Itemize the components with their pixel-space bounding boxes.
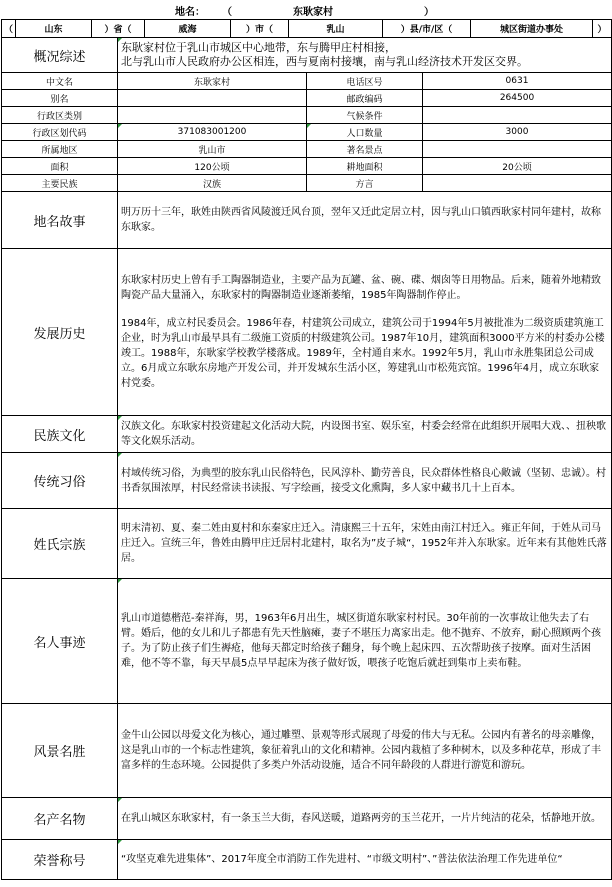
surname-text: 明末清初、夏、秦二姓由夏村和东秦家庄迁入。清康熙三十五年，宋姓由南江村迁入。雍正年间，于姓从司马庄迁入。宣统三年，鲁姓由腾甲庄迁居村北建村，取名为”皮子城“，1952年并入东耿家。近年来有其他姓氏落居。 (118, 509, 612, 579)
info-row (2, 124, 612, 141)
place-close-bracket: ） (424, 7, 434, 18)
surname-row (2, 509, 612, 579)
celebrity-label: 名人事迹 (2, 579, 118, 704)
farmland-value: 20公顷 (423, 158, 612, 175)
info-row (2, 90, 612, 107)
overview-label: 概况综述 (2, 38, 118, 73)
info-row (2, 175, 612, 192)
ethnic-culture-label: 民族文化 (2, 416, 118, 453)
info-row (2, 158, 612, 175)
postal-code-value: 264500 (423, 90, 612, 107)
climate-label: 气候条件 (307, 107, 423, 124)
admin-type-label: 行政区类别 (2, 107, 118, 124)
scenery-label: 风景名胜 (2, 704, 118, 798)
honors-label: 荣誉称号 (2, 840, 118, 880)
province-value: 山东 (16, 20, 92, 38)
attractions-label: 著名景点 (307, 141, 423, 158)
info-row (2, 141, 612, 158)
alias-value (118, 90, 307, 107)
chinese-name-value: 东耿家村 (118, 73, 307, 90)
overview-line-1: 东耿家村位于乳山市城区中心地带，东与腾甲庄村相接， (121, 41, 396, 54)
village-info-table (1, 37, 612, 880)
population-label: 人口数量 (307, 124, 423, 141)
region-label: 所属地区 (2, 141, 118, 158)
province-suffix: ）省（ (92, 20, 145, 38)
customs-label: 传统习俗 (2, 453, 118, 509)
county-value: 乳山 (289, 20, 383, 38)
history-paragraph-1: 东耿家村历史上曾有手工陶器制造业，主要产品为瓦罐、盆、碗、碟、烟囱等日用物品。后来，随着外地精致陶瓷产品大量涌入，东耿家村的陶器制造业逐渐萎缩，1985年陶器制作停止。 (121, 275, 601, 301)
region-close: ） (593, 20, 612, 38)
products-label: 名产名物 (2, 798, 118, 840)
farmland-label: 耕地面积 (307, 158, 423, 175)
postal-code-label: 邮政编码 (307, 90, 423, 107)
place-open-bracket: （ (222, 7, 232, 18)
celebrity-text: 乳山市道德楷范-秦祥海，男，1963年6月出生，城区街道东耿家村村民。30年前的一次事故让他失去了右臂。婚后，他的女儿和儿子都患有先天性脑瘫，妻子不堪压力离家出走。他不抛弃、不放弃，耐心照顾两个孩子。为了防止孩子们生褥疮，他每天都定时给孩子翻身，每个晚上起床四、五次帮助孩子按摩。面对生活困难，他不等不靠，每天早晨5点早早起床为孩子做好饭，喂孩子吃饱后就赶到集市上卖布鞋。 (118, 579, 612, 704)
admin-type-value (118, 107, 307, 124)
place-label: 地名： (175, 7, 205, 18)
alias-label: 别名 (2, 90, 118, 107)
city-value: 威海 (145, 20, 231, 38)
products-text: 在乳山城区东耿家村，有一条玉兰大街，春风送暖，道路两旁的玉兰花开，一片片纯洁的花朵，恬静地开放。 (118, 798, 612, 840)
overview-row (2, 38, 612, 73)
region-open: （ (2, 20, 16, 38)
ethnic-value: 汉族 (118, 175, 307, 192)
surname-label: 姓氏宗族 (2, 509, 118, 579)
subdistrict-value: 城区街道办事处 (471, 20, 593, 38)
city-suffix: ）市（ (231, 20, 289, 38)
name-story-row (2, 192, 612, 249)
phone-code-value: 0631 (423, 73, 612, 90)
climate-value (423, 107, 612, 124)
history-label: 发展历史 (2, 249, 118, 416)
admin-code-label: 行政区划代码 (2, 124, 118, 141)
area-value: 120公顷 (118, 158, 307, 175)
ethnic-culture-text: 汉族文化。东耿家村投资建起文化活动大院，内设图书室、娱乐室，村委会经常在此组织开展唱大戏、、扭秧歌等文化娱乐活动。 (118, 416, 612, 453)
place-name: 东耿家村 (293, 7, 333, 18)
population-value: 3000 (423, 124, 612, 141)
overview-line-2: 北与乳山市人民政府办公区相连，西与夏南村接壤，南与乳山经济技术开发区交界。 (121, 55, 528, 68)
celebrity-row (2, 579, 612, 704)
info-row (2, 107, 612, 124)
customs-text: 村域传统习俗，为典型的胶东乳山民俗特色，民风淳朴、勤劳善良，民众群体性格良心敞诚（坚韧、忠诚）。村书香氛围浓厚，村民经常读书读报、写字绘画，接受文化熏陶，多人家中藏书几十上百本。 (118, 453, 612, 509)
ethnic-culture-row (2, 416, 612, 453)
name-story-label: 地名故事 (2, 192, 118, 249)
region-value: 乳山市 (118, 141, 307, 158)
ethnic-label: 主要民族 (2, 175, 118, 192)
region-row (1, 19, 612, 38)
honors-text: “攻坚克难先进集体”、2017年度全市消防工作先进村、“市级文明村”、”普法依法治理工作先进单位“ (118, 840, 612, 880)
dialect-label: 方言 (307, 175, 423, 192)
chinese-name-label: 中文名 (2, 73, 118, 90)
admin-code-value: 371083001200 (118, 124, 307, 141)
scenery-text: 金牛山公园以母爱文化为核心，通过雕塑、景观等形式展现了母爱的伟大与无私。公园内有著名的母亲雕像，这是乳山市的一个标志性建筑，象征着乳山的文化和精神。公园内栽植了多种树木，以及多种花草，形成了丰富多样的生态环境。公园提供了多类户外活动设施，适合不同年龄段的人群进行游览和游玩。 (118, 704, 612, 798)
history-text (118, 249, 612, 416)
county-suffix: ）县/市/区（ (383, 20, 471, 38)
attractions-value (423, 141, 612, 158)
overview-text (118, 38, 612, 73)
phone-code-label: 电话区号 (307, 73, 423, 90)
honors-row (2, 840, 612, 880)
products-row (2, 798, 612, 840)
history-paragraph-2: 1984年，成立村民委员会。1986年春，村建筑公司成立，建筑公司于1994年5月被批准为二级资质建筑施工企业，时为乳山市最早具有二级施工资质的村级建筑公司。1987年10月，建筑面积3000平方米的村委办公楼竣工。1988年，东耿家学校教学楼落成。1989年，全村通自来水。1992年5月，乳山市永胜集团总公司成立。6月成立东耿东房地产开发公司，并开发城东生活小区，筹建乳山市松苑宾馆。1996年4月，成立东耿家村党委。 (121, 318, 605, 389)
dialect-value (423, 175, 612, 192)
place-title (0, 0, 612, 19)
history-row (2, 249, 612, 416)
area-label: 面积 (2, 158, 118, 175)
customs-row (2, 453, 612, 509)
scenery-row (2, 704, 612, 798)
name-story-text: 明万历十三年，耿姓由陕西省风陵渡迁风台顶，翌年又迁此定居立村，因与乳山口镇西耿家村同年建村，故称东耿家。 (118, 192, 612, 249)
info-row (2, 73, 612, 90)
